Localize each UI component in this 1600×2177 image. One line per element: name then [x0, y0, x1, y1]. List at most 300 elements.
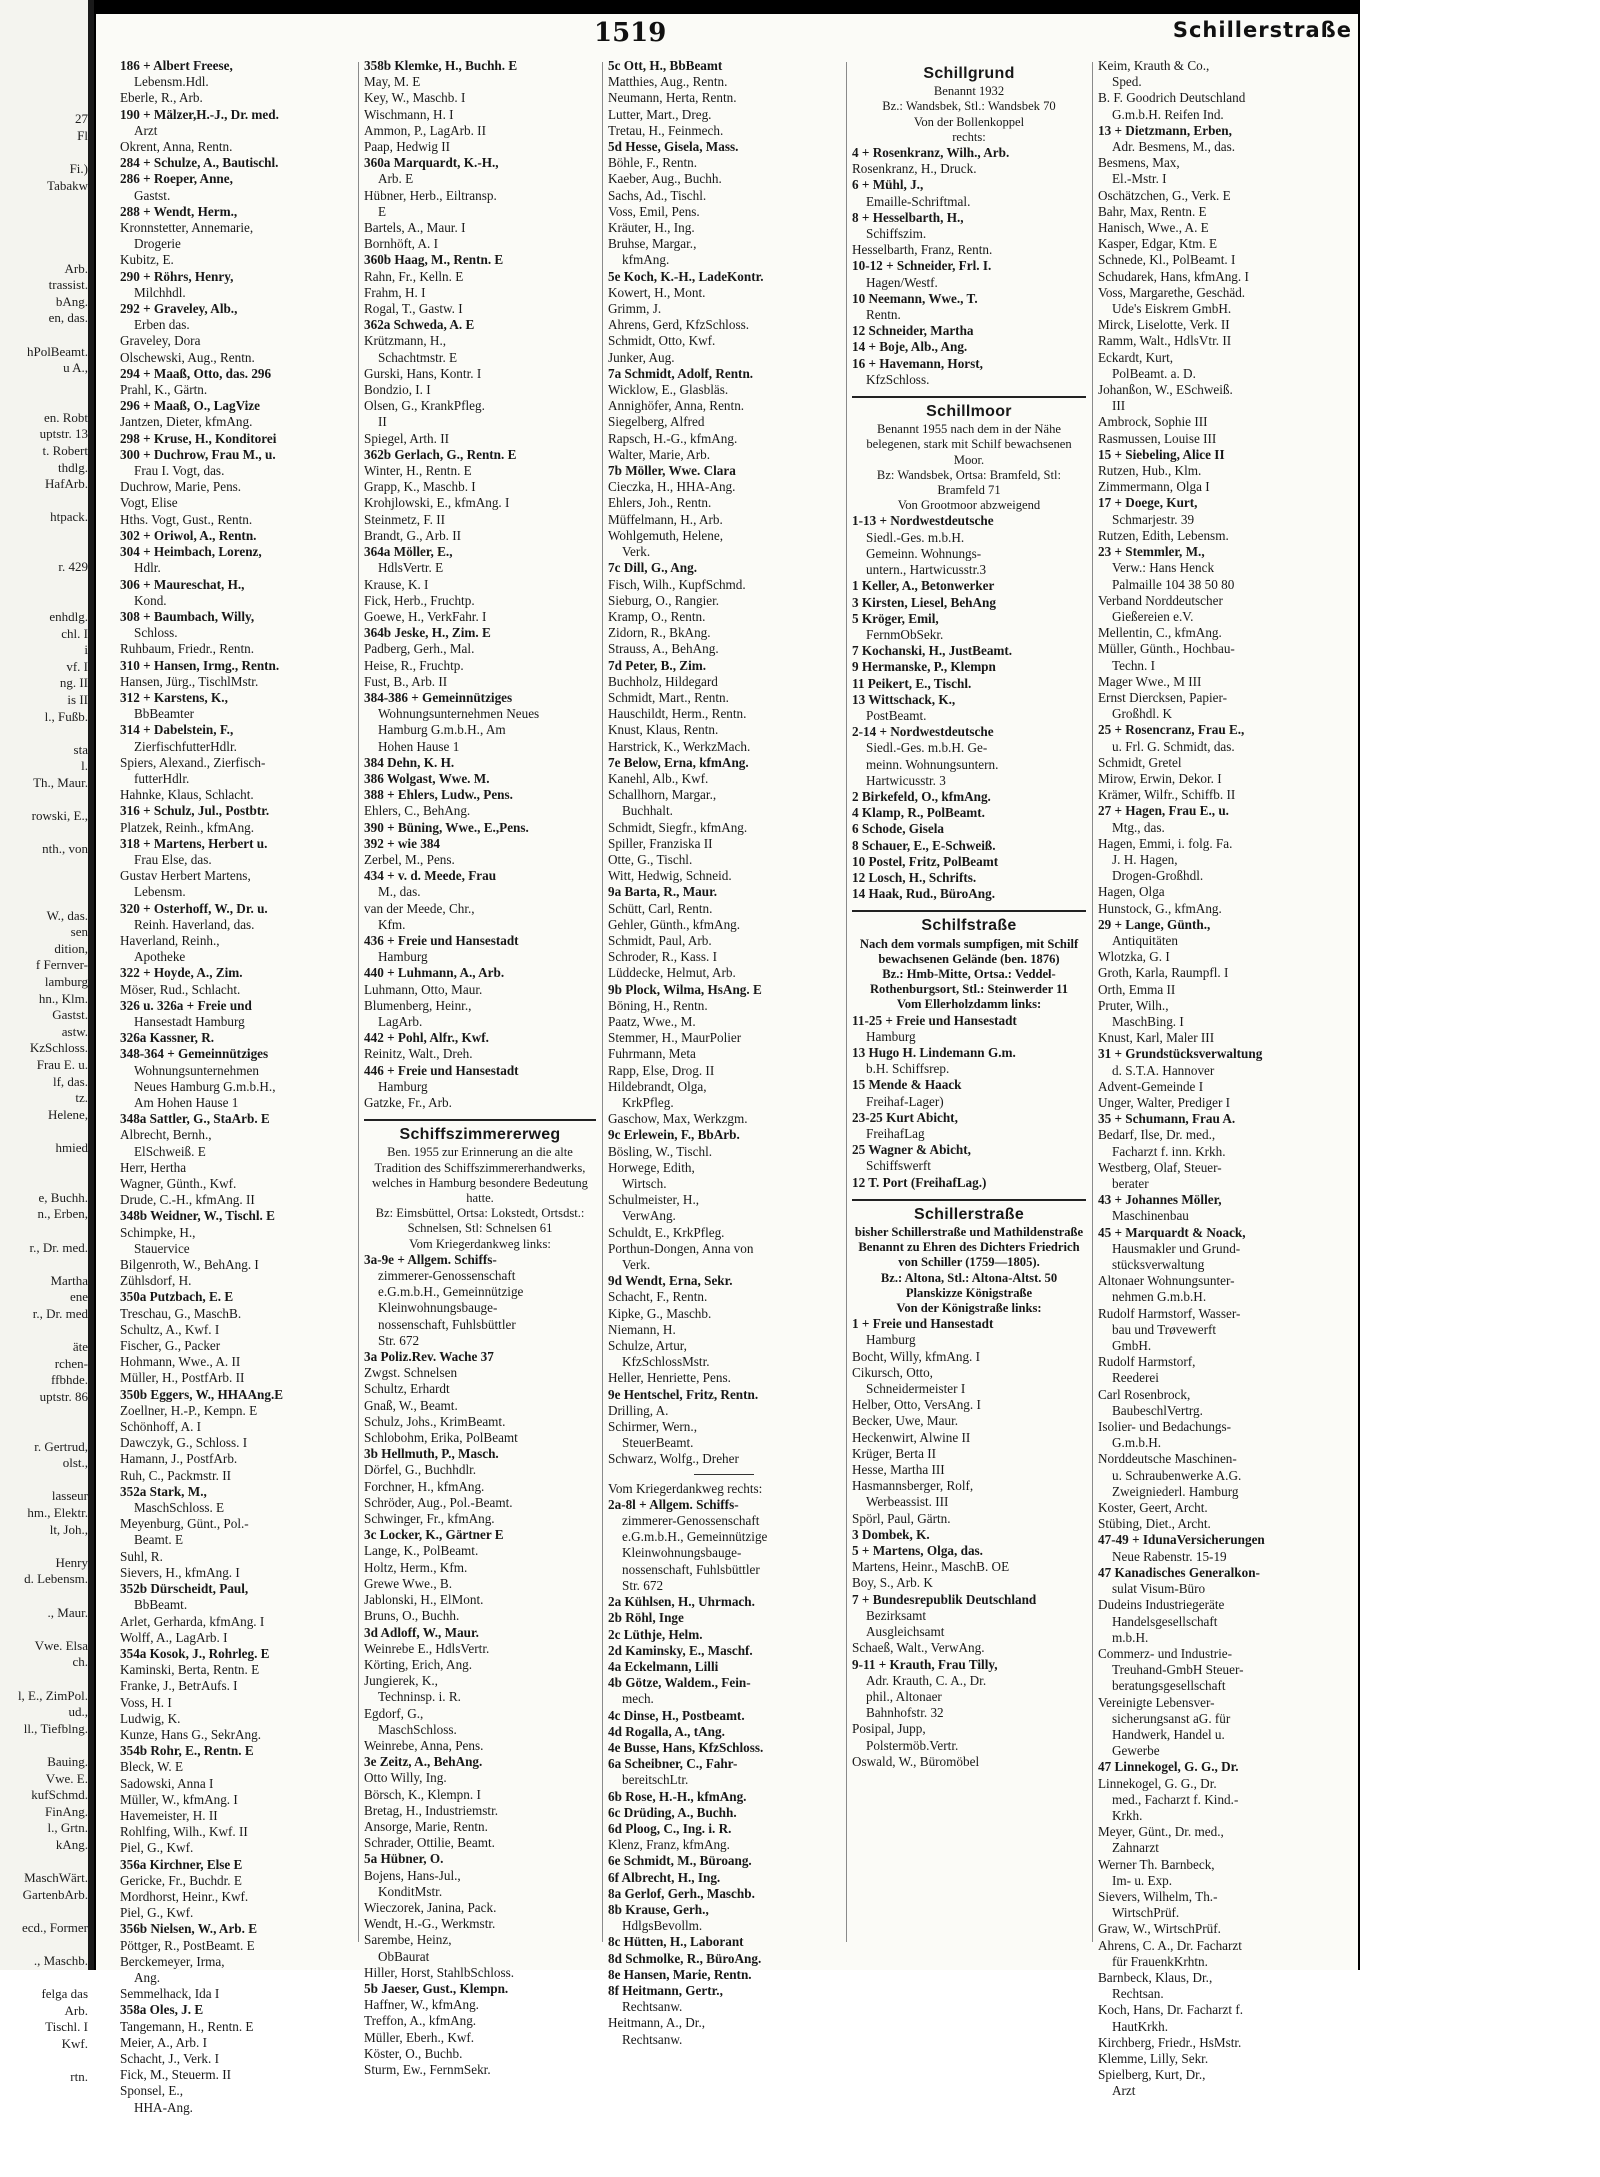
- left-page-line: lf, das.: [52, 1073, 88, 1089]
- directory-entry: 354b Rohr, E., Rentn. E: [120, 1743, 254, 1759]
- directory-entry: Wohnungsunternehmen: [134, 1062, 259, 1078]
- directory-entry: Börsch, K., Klempn. I: [364, 1786, 481, 1802]
- directory-entry: 4b Götze, Waldem., Fein-: [608, 1675, 751, 1691]
- directory-entry: 7 + Bundesrepublik Deutschland: [852, 1591, 1037, 1607]
- directory-entry: 13 + Dietzmann, Erben,: [1098, 122, 1232, 138]
- directory-entry: Hamburg G.m.b.H., Am: [378, 722, 506, 738]
- directory-entry: 11 Peikert, E., Tischl.: [852, 675, 972, 691]
- street-description: Ben. 1955 zur Erinnerung an die alte Tradition des Schiffszimmererhandwerks, welches in Hamburg besondere Bedeutung hatte.: [372, 1145, 588, 1206]
- directory-entry: 12 Schneider, Martha: [852, 323, 974, 339]
- directory-entry: Schroder, R., Kass. I: [608, 949, 717, 965]
- directory-entry: Rentn.: [866, 307, 901, 323]
- left-page-line: hm., Elektr.: [27, 1505, 88, 1521]
- directory-entry: bau und Trøvewerft: [1112, 1321, 1217, 1337]
- directory-entry: Carl Rosenbrock,: [1098, 1386, 1191, 1402]
- left-page-line: ng. II: [59, 675, 88, 691]
- directory-entry: Müller, W., kfmAng. I: [120, 1791, 238, 1807]
- directory-entry: 9 Hermanske, P., Klempn: [852, 659, 996, 675]
- directory-entry: 362a Schweda, A. E: [364, 317, 475, 333]
- left-page-line: l.: [81, 758, 88, 774]
- directory-entry: 2a-8l + Allgem. Schiffs-: [608, 1496, 739, 1512]
- left-page-line: [2, 1854, 88, 1871]
- left-page-line: dition,: [54, 940, 88, 956]
- directory-entry: Hths. Vogt, Gust., Rentn.: [120, 511, 253, 527]
- directory-entry: Okrent, Anna, Rentn.: [120, 139, 233, 155]
- directory-entry: kfmAng.: [622, 252, 670, 268]
- directory-entry: Rechtsanw.: [622, 1999, 683, 2015]
- directory-entry: Krkh.: [1112, 1807, 1143, 1823]
- left-page-line: nth., von: [42, 841, 88, 857]
- directory-entry: 364a Möller, E.,: [364, 544, 453, 560]
- directory-entry: Sarembe, Heinz,: [364, 1932, 452, 1948]
- left-page-line: Helene,: [47, 1106, 88, 1122]
- directory-entry: Gustav Herbert Martens,: [120, 868, 251, 884]
- directory-entry: 434 + v. d. Meede, Frau: [364, 868, 497, 884]
- left-page-line: äte: [72, 1339, 88, 1355]
- left-page-line: [2, 1937, 88, 1954]
- directory-entry: zimmerer-Genossenschaft: [622, 1513, 760, 1529]
- directory-entry: Gnaß, W., Beamt.: [364, 1397, 458, 1413]
- directory-entry: 186 + Albert Freese,: [120, 58, 233, 73]
- directory-entry: ObBaurat: [378, 1948, 430, 1964]
- directory-entry: 8 + Hesselbarth, H.,: [852, 209, 964, 225]
- left-page-line: [2, 1903, 88, 1920]
- directory-entry: van der Meede, Chr.,: [364, 900, 475, 916]
- left-page-line: ., Maschb.: [33, 1953, 88, 1969]
- directory-entry: Platzek, Reinh., kfmAng.: [120, 819, 255, 835]
- directory-entry: Bruhse, Margar.,: [608, 236, 697, 252]
- directory-entry: 350a Putzbach, E. E: [120, 1289, 234, 1305]
- directory-entry: 31 + Grundstücksverwaltung: [1098, 1046, 1263, 1062]
- directory-entry: Stemmer, H., MaurPolier: [608, 1030, 742, 1046]
- directory-entry: Apotheke: [134, 949, 186, 965]
- directory-entry: Witt, Hedwig, Schneid.: [608, 868, 732, 884]
- left-page-line: uptstr. 86: [39, 1388, 88, 1404]
- left-page-line: [2, 792, 88, 809]
- directory-entry: Schmidt, Otto, Kwf.: [608, 333, 716, 349]
- directory-entry: Kräuter, H., Ing.: [608, 220, 695, 236]
- directory-entry: Voss, Emil, Pens.: [608, 203, 700, 219]
- street-description: Benannt 1932: [933, 84, 1005, 99]
- directory-entry: Verw.: Hans Henck: [1112, 560, 1215, 576]
- directory-entry: 354a Kosok, J., Rohrleg. E: [120, 1645, 270, 1661]
- directory-entry: Ahrens, Gerd, KfzSchloss.: [608, 317, 750, 333]
- directory-entry: Treuhand-GmbH Steuer-: [1112, 1662, 1244, 1678]
- directory-entry: Wagner, Günth., Kwf.: [120, 1176, 237, 1192]
- directory-entry: Kasper, Edgar, Ktm. E: [1098, 236, 1218, 252]
- directory-entry: 47-49 + IdunaVersicherungen: [1098, 1532, 1265, 1548]
- directory-entry: Piel, G., Kwf.: [120, 1840, 194, 1856]
- directory-entry: 45 + Marquardt & Noack,: [1098, 1224, 1246, 1240]
- directory-entry: Eckardt, Kurt,: [1098, 349, 1174, 365]
- directory-entry: Hesse, Martha III: [852, 1462, 945, 1478]
- directory-entry: Steinmetz, F. II: [364, 511, 445, 527]
- directory-entry: Schulmeister, H.,: [608, 1192, 700, 1208]
- street-description: Nach dem vormals sumpfigen, mit Schilf bewachsenen Gelände (ben. 1876): [859, 936, 1079, 966]
- directory-entry: phil., Altonaer: [866, 1688, 942, 1704]
- directory-entry: m.b.H.: [1112, 1629, 1149, 1645]
- left-page-line: Vwe. Elsa: [34, 1637, 88, 1653]
- directory-entry: Haverland, Reinh.,: [120, 932, 220, 948]
- left-page-line: hPolBeamt.: [26, 343, 88, 359]
- directory-entry: Wicklow, E., Glasbläs.: [608, 382, 729, 398]
- directory-entry: Wischmann, H. I: [364, 106, 454, 122]
- directory-entry: Hanisch, Wwe., A. E: [1098, 220, 1209, 236]
- directory-entry: 356a Kirchner, Else E: [120, 1856, 243, 1872]
- directory-entry: 13 Hugo H. Lindemann G.m.: [852, 1044, 1016, 1060]
- directory-entry: 4c Dinse, H., Postbeamt.: [608, 1707, 745, 1723]
- directory-entry: Maschinenbau: [1112, 1208, 1189, 1224]
- directory-entry: 292 + Graveley, Alb.,: [120, 301, 238, 317]
- directory-entry: Voss, Margarethe, Geschäd.: [1098, 284, 1246, 300]
- directory-entry: 9d Wendt, Erna, Sekr.: [608, 1273, 733, 1289]
- left-page-line: [2, 725, 88, 742]
- directory-entry: 2b Röhl, Inge: [608, 1610, 684, 1626]
- directory-entry: 446 + Freie und Hansestadt: [364, 1062, 519, 1078]
- directory-entry: Schmidt, Siegfr., kfmAng.: [608, 819, 748, 835]
- directory-entry: Gießereien e.V.: [1112, 608, 1194, 624]
- left-page-line: [2, 1422, 88, 1439]
- directory-entry: 326 u. 326a + Freie und: [120, 997, 252, 1013]
- left-page-line: ene: [69, 1289, 88, 1305]
- directory-entry: 308 + Baumbach, Willy,: [120, 608, 255, 624]
- directory-entry: Zidorn, R., BkAng.: [608, 625, 711, 641]
- directory-entry: 4e Busse, Hans, KfzSchloss.: [608, 1739, 764, 1755]
- directory-entry: Heller, Henriette, Pens.: [608, 1370, 731, 1386]
- directory-entry: Mirow, Erwin, Dekor. I: [1098, 770, 1222, 786]
- directory-entry: Buchholz, Hildegard: [608, 673, 718, 689]
- directory-entry: Havemeister, H. II: [120, 1807, 218, 1823]
- directory-entry: 14 + Boje, Alb., Ang.: [852, 339, 968, 355]
- directory-entry: Böning, H., Rentn.: [608, 997, 708, 1013]
- directory-entry: Dörfel, G., Buchhdlr.: [364, 1462, 477, 1478]
- directory-entry: Bilgenroth, W., BehAng. I: [120, 1257, 259, 1273]
- directory-entry: Rapp, Else, Drog. II: [608, 1062, 715, 1078]
- column-divider: [358, 62, 359, 1942]
- left-page-line: f Fernver-: [35, 957, 88, 973]
- directory-entry: Goewe, H., VerkFahr. I: [364, 608, 487, 624]
- left-page-text: [0, 0, 88, 2086]
- directory-entry: Rasmussen, Louise III: [1098, 430, 1217, 446]
- directory-entry: Sievers, Wilhelm, Th.-: [1098, 1888, 1218, 1904]
- directory-entry: Olsen, G., KrankPfleg.: [364, 398, 485, 414]
- directory-entry: Schacht, F., Rentn.: [608, 1289, 708, 1305]
- directory-entry: Reederei: [1112, 1370, 1159, 1386]
- directory-entry: Bondzio, I. I: [364, 382, 431, 398]
- directory-entry: Kowert, H., Mont.: [608, 284, 706, 300]
- directory-entry: Hamburg: [866, 1332, 916, 1348]
- left-page-line: rowski, E.,: [31, 808, 88, 824]
- directory-entry: Hamburg: [378, 949, 428, 965]
- directory-entry: 312 + Karstens, K.,: [120, 689, 228, 705]
- left-page-line: lasseur: [51, 1488, 88, 1504]
- directory-entry: Schmidt, Mart., Rentn.: [608, 689, 729, 705]
- directory-entry: Freihaf-Lager): [866, 1093, 944, 1109]
- left-page-line: trassist.: [48, 277, 88, 293]
- directory-entry: untern., Hartwicusstr.3: [866, 562, 987, 578]
- directory-entry: Hauschildt, Herm., Rentn.: [608, 706, 747, 722]
- directory-entry: 362b Gerlach, G., Rentn. E: [364, 446, 517, 462]
- directory-entry: 4 Klamp, R., PolBeamt.: [852, 805, 985, 821]
- directory-entry: SteuerBeamt.: [622, 1435, 694, 1451]
- directory-entry: Kond.: [134, 592, 167, 608]
- directory-entry: Matthies, Aug., Rentn.: [608, 74, 728, 90]
- directory-entry: Ude's Eiskrem GmbH.: [1112, 301, 1232, 317]
- directory-entry: Posipal, Jupp,: [852, 1721, 926, 1737]
- directory-entry: Klenz, Franz, kfmAng.: [608, 1837, 730, 1853]
- left-page-line: l, E., ZimPol.: [17, 1687, 88, 1703]
- left-page-line: r., Dr. med: [32, 1305, 88, 1321]
- left-page-line: r. 429: [58, 559, 88, 575]
- directory-entry: 8d Schmolke, R., BüroAng.: [608, 1950, 762, 1966]
- directory-entry: Bretag, H., Industriemstr.: [364, 1802, 499, 1818]
- directory-entry: Ernst Diercksen, Papier-: [1098, 689, 1228, 705]
- directory-entry: Hübner, Herb., Eiltransp.: [364, 187, 497, 203]
- directory-entry: nossenschaft, Fuhlsbüttler: [378, 1316, 516, 1332]
- directory-entry: Jantzen, Dieter, kfmAng.: [120, 414, 253, 430]
- directory-entry: Möser, Rud., Schlacht.: [120, 981, 241, 997]
- directory-entry: 7c Dill, G., Ang.: [608, 560, 698, 576]
- directory-entry: Hohen Hause 1: [378, 738, 460, 754]
- directory-entry: Wohlgemuth, Helene,: [608, 527, 724, 543]
- directory-entry: Krohjlowski, E., kfmAng. I: [364, 495, 510, 511]
- directory-entry: Fisch, Wilh., KupfSchmd.: [608, 576, 746, 592]
- left-page-line: d. Lebensm.: [24, 1571, 88, 1587]
- directory-entry: 6e Schmidt, M., Büroang.: [608, 1853, 752, 1869]
- directory-entry: Adr. Krauth, C. A., Dr.: [866, 1672, 987, 1688]
- directory-entry: Reinitz, Walt., Dreh.: [364, 1046, 473, 1062]
- left-page-line: HafArb.: [45, 476, 88, 492]
- directory-entry: 3 Kirsten, Liesel, BehAng: [852, 594, 996, 610]
- directory-entry: Mager Wwe., M III: [1098, 673, 1202, 689]
- directory-entry: Zahnarzt: [1112, 1840, 1159, 1856]
- left-page-line: Martha: [50, 1272, 88, 1288]
- directory-entry: Schaeß, Walt., VerwAng.: [852, 1640, 985, 1656]
- directory-entry: Techn. I: [1112, 657, 1156, 673]
- directory-entry: 384-386 + Gemeinnütziges: [364, 689, 513, 705]
- column-5: [1098, 58, 1352, 2099]
- directory-entry: Schultz, A., Kwf. I: [120, 1321, 220, 1337]
- directory-entry: Krüger, Berta II: [852, 1445, 937, 1461]
- directory-entry: beratungsgesellschaft: [1112, 1678, 1226, 1694]
- directory-entry: Sievers, H., kfmAng. I: [120, 1564, 240, 1580]
- directory-entry: Commerz- und Industrie-: [1098, 1645, 1233, 1661]
- left-page-line: [2, 1323, 88, 1340]
- directory-entry: Beamt. E: [134, 1532, 184, 1548]
- directory-entry: 440 + Luhmann, A., Arb.: [364, 965, 505, 981]
- directory-entry: Werner Th. Barnbeck,: [1098, 1856, 1215, 1872]
- directory-entry: Schrader, Ottilie, Beamt.: [364, 1835, 495, 1851]
- directory-entry: Schmarjestr. 39: [1112, 511, 1195, 527]
- directory-entry: KrkPfleg.: [622, 1095, 674, 1110]
- directory-entry: Schwarz, Wolfg., Dreher: [608, 1451, 739, 1467]
- directory-entry: 7b Möller, Wwe. Clara: [608, 463, 736, 479]
- directory-entry: Ahrens, C. A., Dr. Facharzt: [1098, 1937, 1242, 1953]
- directory-entry: Stübing, Diet., Archt.: [1098, 1516, 1211, 1532]
- street-description: bisher Schillerstraße und Mathildenstraße: [854, 1225, 1084, 1240]
- left-page-line: kufSchmd.: [31, 1787, 88, 1803]
- directory-entry: 8b Krause, Gerh.,: [608, 1901, 709, 1917]
- directory-entry: Bleck, W. E: [120, 1759, 183, 1775]
- directory-entry: Mirck, Liselotte, Verk. II: [1098, 317, 1230, 333]
- directory-entry: Hagen, Olga: [1098, 884, 1165, 900]
- directory-entry: Pruter, Wilh.,: [1098, 997, 1169, 1013]
- directory-entry: Hohmann, Wwe., A. II: [120, 1354, 241, 1370]
- directory-entry: Rutzen, Edith, Lebensm.: [1098, 527, 1229, 543]
- directory-entry: KonditMstr.: [378, 1883, 443, 1899]
- directory-entry: Oswald, W., Büromöbel: [852, 1753, 980, 1769]
- directory-entry: Reinh. Haverland, das.: [134, 916, 255, 932]
- directory-entry: Herr, Hertha: [120, 1159, 187, 1175]
- directory-entry: Neumann, Herta, Rentn.: [608, 90, 737, 106]
- directory-entry: ElSchweiß. E: [134, 1143, 206, 1159]
- left-page-line: [2, 144, 88, 161]
- left-page-line: [2, 95, 88, 112]
- directory-entry: Junker, Aug.: [608, 349, 675, 365]
- left-page-line: Frau E. u.: [36, 1057, 88, 1073]
- directory-entry: 2 Birkefeld, O., kfmAng.: [852, 788, 991, 804]
- directory-entry: Großhdl. K: [1112, 706, 1173, 722]
- left-page-line: ., Maur.: [47, 1604, 88, 1620]
- directory-entry: Rapsch, H.-G., kfmAng.: [608, 430, 738, 446]
- directory-entry: J. H. Hagen,: [1112, 851, 1178, 867]
- directory-entry: Norddeutsche Maschinen-: [1098, 1451, 1237, 1467]
- directory-entry: Vereinigte Lebensver-: [1098, 1694, 1215, 1710]
- directory-entry: Adr. Besmens, M., das.: [1112, 139, 1236, 155]
- directory-entry: Annighöfer, Anna, Rentn.: [608, 398, 745, 414]
- left-page-line: [2, 526, 88, 543]
- directory-entry: u. Schraubenwerke A.G.: [1112, 1467, 1242, 1483]
- left-page-line: felga das: [41, 1986, 88, 2002]
- directory-entry: Meier, A., Arb. I: [120, 2034, 208, 2050]
- column-2: [364, 58, 596, 2077]
- directory-entry: Wieczorek, Janina, Pack.: [364, 1899, 497, 1915]
- directory-entry: MaschBing. I: [1112, 1013, 1184, 1029]
- directory-entry: Fick, Herb., Fruchtp.: [364, 592, 475, 608]
- directory-entry: Koster, Geert, Archt.: [1098, 1500, 1208, 1516]
- directory-entry: Heitmann, A., Dr.,: [608, 2015, 706, 2031]
- directory-entry: Harstrick, K., WerkzMach.: [608, 738, 751, 754]
- directory-entry: 348a Sattler, G., StaArb. E: [120, 1111, 270, 1127]
- directory-entry: Wohnungsunternehmen Neues: [378, 706, 540, 722]
- left-page-line: [2, 1737, 88, 1754]
- directory-entry: Schiffszim.: [866, 226, 927, 242]
- street-description: Bz.: Hmb-Mitte, Ortsa.: Veddel-Rothenburgsort, Stl.: Steinwerder 11: [869, 966, 1069, 997]
- directory-entry: Jablonski, H., ElMont.: [364, 1592, 484, 1608]
- directory-entry: 5c Ott, H., BbBeamt: [608, 58, 723, 73]
- left-page-line: [2, 1223, 88, 1240]
- directory-entry: sicherungsanst aG. für: [1112, 1710, 1231, 1726]
- directory-entry: 3e Zeitz, A., BehAng.: [364, 1754, 483, 1770]
- left-page-line: ffbhde.: [51, 1372, 88, 1388]
- directory-entry: 6b Rose, H.-H., kfmAng.: [608, 1788, 747, 1804]
- directory-entry: Fischer, G., Packer: [120, 1338, 221, 1354]
- directory-entry: Milchhdl.: [134, 284, 186, 300]
- directory-entry: Hildebrandt, Olga,: [608, 1078, 707, 1094]
- left-page-line: [2, 1173, 88, 1190]
- directory-entry: Schröder, Aug., Pol.-Beamt.: [364, 1494, 513, 1510]
- street-description: Von Grootmoor abzweigend: [897, 498, 1041, 513]
- left-page-line: 27: [75, 111, 88, 127]
- directory-entry: Kronnstetter, Annemarie,: [120, 220, 254, 236]
- directory-entry: Meyenburg, Günt., Pol.-: [120, 1516, 249, 1532]
- directory-entry: Frau I. Vogt, das.: [134, 463, 225, 479]
- directory-entry: Sieburg, O., Rangier.: [608, 592, 720, 608]
- directory-entry: 3c Locker, K., Gärtner E: [364, 1527, 504, 1543]
- directory-entry: Piel, G., Kwf.: [120, 1905, 194, 1921]
- street-heading: Schiffszimmererweg: [364, 1119, 596, 1143]
- directory-entry: Ramm, Walt., HdlsVtr. II: [1098, 333, 1232, 349]
- left-page-line: sta: [73, 741, 88, 757]
- directory-entry: II: [378, 414, 387, 430]
- directory-entry: Gericke, Fr., Buchdr. E: [120, 1872, 242, 1888]
- left-page-line: lt, Joh.,: [49, 1521, 88, 1537]
- left-page-line: sen: [70, 924, 88, 940]
- directory-entry: b.H. Schiffsrep.: [866, 1061, 950, 1077]
- directory-entry: Grapp, K., Maschb. I: [364, 479, 476, 495]
- directory-entry: Cikursch, Otto,: [852, 1364, 933, 1380]
- page-header: [96, 18, 1358, 52]
- directory-entry: Schmidt, Paul, Arb.: [608, 932, 712, 948]
- directory-entry: LagArb.: [378, 1013, 423, 1029]
- left-page-line: MaschWärt.: [24, 1870, 88, 1886]
- directory-entry: 35 + Schumann, Frau A.: [1098, 1111, 1236, 1127]
- directory-entry: Schacht, J., Verk. I: [120, 2050, 220, 2066]
- directory-entry: 358a Oles, J. E: [120, 2002, 204, 2018]
- directory-entry: 12 Losch, H., Schrifts.: [852, 869, 977, 885]
- directory-entry: nehmen G.m.b.H.: [1112, 1289, 1207, 1305]
- directory-entry: futterHdlr.: [134, 770, 190, 786]
- directory-entry: 284 + Schulze, A., Bautischl.: [120, 155, 279, 171]
- directory-entry: BbBeamter: [134, 706, 195, 722]
- directory-entry: Rudolf Harmstorf, Wasser-: [1098, 1305, 1241, 1321]
- street-description: Von der Bollenkoppel: [913, 114, 1025, 129]
- directory-entry: Lutter, Mart., Dreg.: [608, 106, 712, 122]
- directory-entry: 11-25 + Freie und Hansestadt: [852, 1012, 1017, 1028]
- directory-entry: Ambrock, Sophie III: [1098, 414, 1208, 430]
- directory-entry: Paatz, Wwe., M.: [608, 1013, 696, 1029]
- left-page-line: ch.: [72, 1654, 88, 1670]
- directory-entry: 322 + Hoyde, A., Zim.: [120, 965, 243, 981]
- directory-entry: 17 + Doege, Kurt,: [1098, 495, 1198, 511]
- directory-entry: Hasmannsberger, Rolf,: [852, 1478, 974, 1494]
- left-page-line: [2, 1123, 88, 1140]
- directory-entry: Schudarek, Hans, kfmAng. I: [1098, 268, 1249, 284]
- directory-entry: 14 Haak, Rud., BüroAng.: [852, 886, 996, 902]
- directory-entry: Franke, J., BetrAufs. I: [120, 1678, 238, 1694]
- directory-entry: 15 Mende & Haack: [852, 1077, 962, 1093]
- directory-entry: Rechtsan.: [1112, 1986, 1164, 2002]
- directory-entry: Treschau, G., MaschB.: [120, 1305, 242, 1321]
- directory-entry: 360a Marquardt, K.-H.,: [364, 155, 499, 171]
- directory-entry: 348b Weidner, W., Tischl. E: [120, 1208, 275, 1224]
- directory-entry: 364b Jeske, H., Zim. E: [364, 625, 491, 641]
- left-page-line: [2, 493, 88, 510]
- directory-entry: 47 Linnekogel, G. G., Dr.: [1098, 1759, 1239, 1775]
- directory-entry: für FrauenkKrhtn.: [1112, 1953, 1208, 1969]
- directory-entry: 2d Kaminsky, E., Maschf.: [608, 1642, 753, 1658]
- directory-entry: 1-13 + Nordwestdeutsche: [852, 513, 994, 529]
- left-page-line: [2, 858, 88, 875]
- left-page-line: lamburg: [44, 974, 88, 990]
- directory-entry: 10-12 + Schneider, Frl. I.: [852, 258, 992, 274]
- directory-entry: Kunze, Hans G., SekrAng.: [120, 1726, 262, 1742]
- directory-entry: Albrecht, Bernh.,: [120, 1127, 212, 1143]
- directory-entry: 1 Keller, A., Betonwerker: [852, 578, 995, 594]
- directory-entry: u. Frl. G. Schmidt, das.: [1112, 738, 1235, 754]
- directory-entry: Neue Rabenstr. 15-19: [1112, 1548, 1227, 1564]
- directory-entry: Ruh, C., Packmstr. II: [120, 1467, 231, 1483]
